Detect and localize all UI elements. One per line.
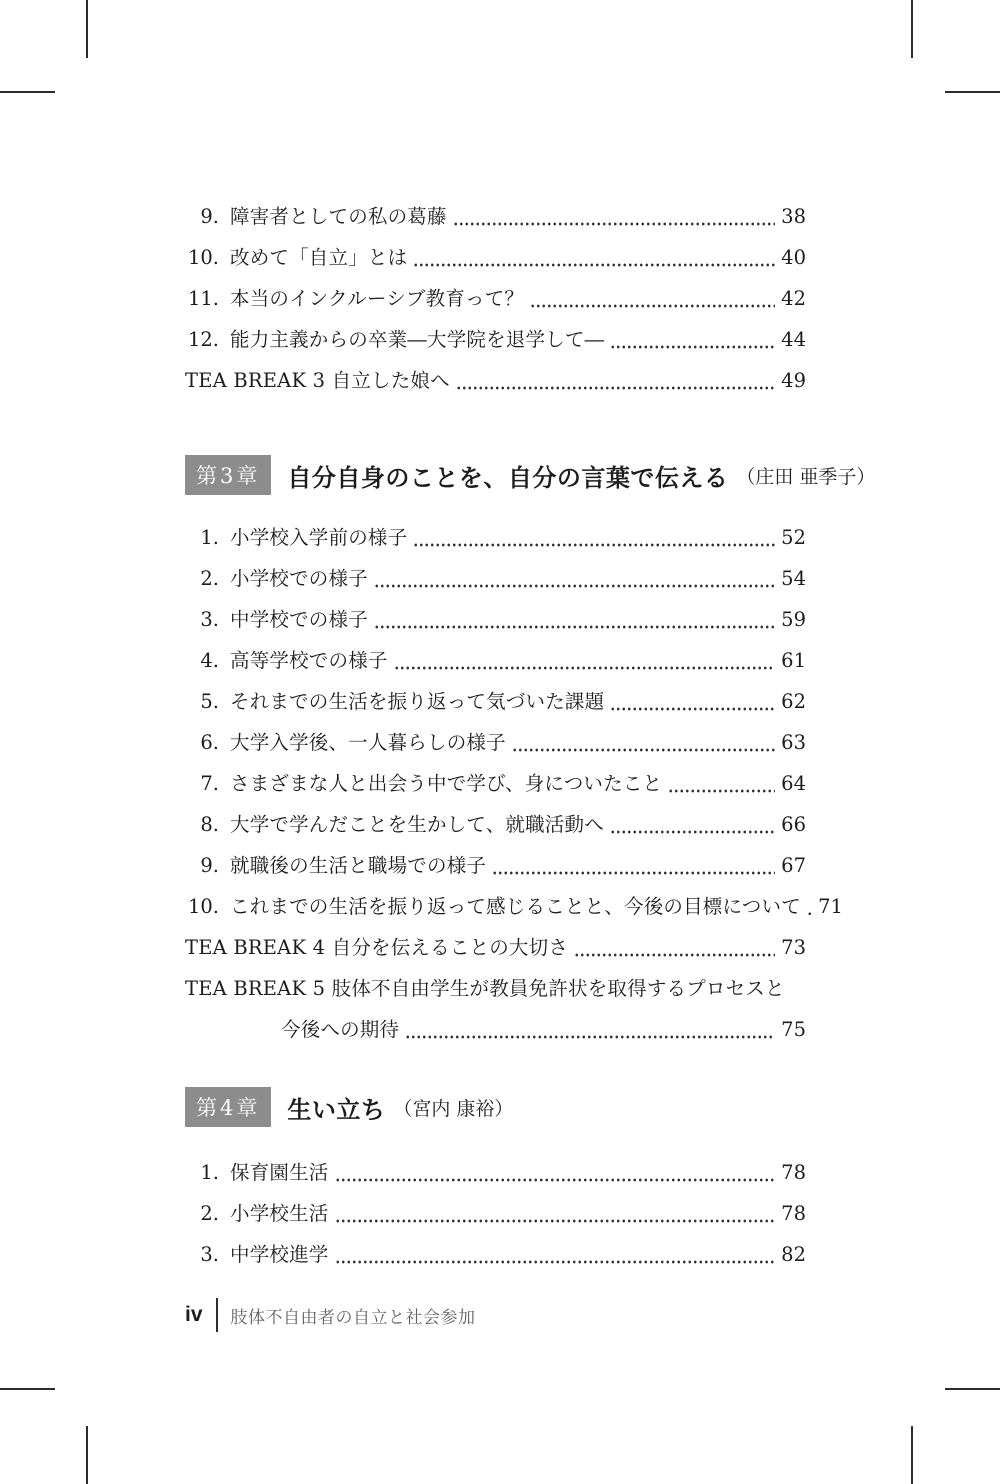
toc-entry-label: 能力主義からの卒業―大学院を退学して― — [230, 328, 605, 351]
toc-entry — [185, 517, 806, 558]
toc-entry-page: 54 — [781, 567, 806, 590]
toc-entry-page: 75 — [781, 1018, 806, 1041]
dot-leader — [335, 1152, 775, 1193]
crop-mark-top-left-horizontal — [0, 91, 55, 93]
toc-entry-number: 3. — [200, 1243, 219, 1266]
toc-entry-label: 大学で学んだことを生かして、就職活動へ — [230, 813, 604, 836]
toc-entry — [185, 845, 806, 886]
toc-content — [185, 196, 876, 1275]
toc-entry-page: 40 — [781, 246, 806, 269]
toc-entry — [185, 722, 806, 763]
dot-leader — [335, 1234, 775, 1275]
dot-leader — [610, 319, 775, 360]
toc-entry-page: 73 — [781, 936, 806, 959]
crop-mark-top-left-vertical — [86, 0, 88, 58]
dot-leader — [492, 845, 775, 886]
footer-book-title: 肢体不自由者の自立と社会参加 — [230, 1307, 476, 1327]
toc-entry-number: 9. — [200, 854, 219, 877]
dot-leader — [610, 681, 775, 722]
toc-entry-number: 10. — [187, 246, 219, 269]
toc-entry-page: 67 — [781, 854, 806, 877]
toc-entry-label: TEA BREAK 4 自分を伝えることの大切さ — [185, 936, 569, 959]
toc-entry-page: 52 — [781, 526, 806, 549]
toc-entry — [185, 1193, 806, 1234]
dot-leader — [456, 360, 775, 401]
dot-leader — [668, 763, 775, 804]
chapter-4-heading — [185, 1087, 806, 1127]
toc-entry-label: これまでの生活を振り返って感じることと、今後の目標について — [230, 895, 801, 918]
crop-mark-bottom-right-horizontal — [945, 1388, 1000, 1390]
toc-entry — [185, 319, 806, 360]
toc-entry-label: TEA BREAK 5 肢体不自由学生が教員免許状を取得するプロセスと — [185, 977, 785, 1000]
dot-leader — [335, 1193, 775, 1234]
toc-entry — [185, 640, 806, 681]
toc-entry-page: 66 — [781, 813, 806, 836]
toc-entry-number: 9. — [200, 205, 219, 228]
dot-leader — [405, 1009, 775, 1050]
toc-entry-label: それまでの生活を振り返って気づいた課題 — [230, 690, 605, 713]
toc-entry-number: 10. — [187, 895, 219, 918]
toc-entry-label: 大学入学後、一人暮らしの様子 — [230, 731, 506, 754]
toc-entry — [185, 804, 806, 845]
crop-mark-bottom-right-vertical — [911, 1426, 913, 1484]
toc-entry-number: 5. — [200, 690, 219, 713]
dot-leader — [807, 886, 812, 927]
chapter-4-title: 生い立ち — [287, 1094, 386, 1124]
toc-entry-number: 1. — [200, 1161, 219, 1184]
dot-leader — [374, 599, 775, 640]
toc-entry-number: 2. — [200, 567, 219, 590]
toc-entry-label: 保育園生活 — [230, 1161, 329, 1184]
toc-entry-tea-break — [185, 360, 806, 401]
footer-divider — [216, 1298, 218, 1332]
dot-leader — [530, 278, 775, 319]
toc-entry-number: 7. — [200, 772, 219, 795]
toc-entry-label: 中学校での様子 — [230, 608, 368, 631]
toc-entry-tea-break — [185, 927, 806, 968]
toc-entry-continuation — [185, 1009, 806, 1050]
toc-entry-label: 就職後の生活と職場での様子 — [230, 854, 487, 877]
crop-mark-top-right-vertical — [911, 0, 913, 58]
toc-entry — [185, 1152, 806, 1193]
toc-entry — [185, 681, 806, 722]
toc-entry-label: 障害者としての私の葛藤 — [230, 205, 447, 228]
folio-page-number: iv — [185, 1303, 203, 1326]
toc-entry-page: 42 — [781, 287, 806, 310]
toc-entry — [185, 599, 806, 640]
toc-entry-label: 小学校での様子 — [230, 567, 368, 590]
chapter-3-heading — [185, 455, 876, 495]
toc-entry-page: 82 — [781, 1243, 806, 1266]
toc-entry — [185, 558, 806, 599]
chapter-3-title: 自分自身のことを、自分の言葉で伝える — [287, 462, 729, 492]
dot-leader — [574, 927, 775, 968]
dot-leader — [512, 722, 775, 763]
dot-leader — [610, 804, 775, 845]
toc-entry-page: 64 — [781, 772, 806, 795]
toc-entry-page: 38 — [781, 205, 806, 228]
toc-entry-number: 12. — [187, 328, 219, 351]
dot-leader — [374, 558, 775, 599]
chapter-3-author: （庄田 亜季子） — [736, 465, 876, 488]
toc-entry-number: 2. — [200, 1202, 219, 1225]
toc-entry-page: 78 — [781, 1202, 806, 1225]
toc-entry-number: 4. — [200, 649, 219, 672]
toc-entry-number: 1. — [200, 526, 219, 549]
dot-leader — [394, 640, 775, 681]
dot-leader — [413, 237, 775, 278]
toc-entry-label: 今後への期待 — [281, 1018, 400, 1041]
toc-entry-label: 改めて「自立」とは — [230, 246, 408, 269]
crop-mark-bottom-left-vertical — [86, 1426, 88, 1484]
toc-entry-number: 3. — [200, 608, 219, 631]
toc-entry-number: 11. — [187, 287, 219, 310]
toc-entry-page: 62 — [781, 690, 806, 713]
crop-mark-top-right-horizontal — [945, 91, 1000, 93]
toc-entry-page: 71 — [818, 895, 843, 918]
toc-entry-page: 49 — [781, 369, 806, 392]
toc-entry-label: 本当のインクルーシブ教育って？ — [230, 287, 525, 310]
toc-entry-page: 44 — [781, 328, 806, 351]
toc-entry-label: 小学校生活 — [230, 1202, 329, 1225]
toc-entry-label: TEA BREAK 3 自立した娘へ — [185, 369, 450, 392]
dot-leader — [413, 517, 775, 558]
crop-mark-bottom-left-horizontal — [0, 1388, 55, 1390]
chapter-4-author: （宮内 康裕） — [393, 1097, 514, 1120]
toc-entry-label: 小学校入学前の様子 — [230, 526, 408, 549]
page-footer — [185, 1298, 476, 1332]
toc-entry — [185, 196, 806, 237]
dot-leader — [453, 196, 775, 237]
toc-entry — [185, 1234, 806, 1275]
toc-entry — [185, 763, 806, 804]
toc-entry-page: 61 — [781, 649, 806, 672]
toc-entry-page: 59 — [781, 608, 806, 631]
toc-entry — [185, 278, 806, 319]
toc-entry — [185, 237, 806, 278]
toc-entry-tea-break — [185, 968, 806, 1009]
toc-entry-number: 8. — [200, 813, 219, 836]
toc-entry-page: 63 — [781, 731, 806, 754]
chapter-4-badge: 第4章 — [185, 1087, 271, 1127]
toc-entry-label: さまざまな人と出会う中で学び、身についたこと — [230, 772, 663, 795]
toc-entry-number: 6. — [200, 731, 219, 754]
toc-entry-label: 高等学校での様子 — [230, 649, 388, 672]
toc-entry — [185, 886, 843, 927]
chapter-3-badge: 第3章 — [185, 455, 271, 495]
toc-entry-label: 中学校進学 — [230, 1243, 329, 1266]
toc-entry-page: 78 — [781, 1161, 806, 1184]
